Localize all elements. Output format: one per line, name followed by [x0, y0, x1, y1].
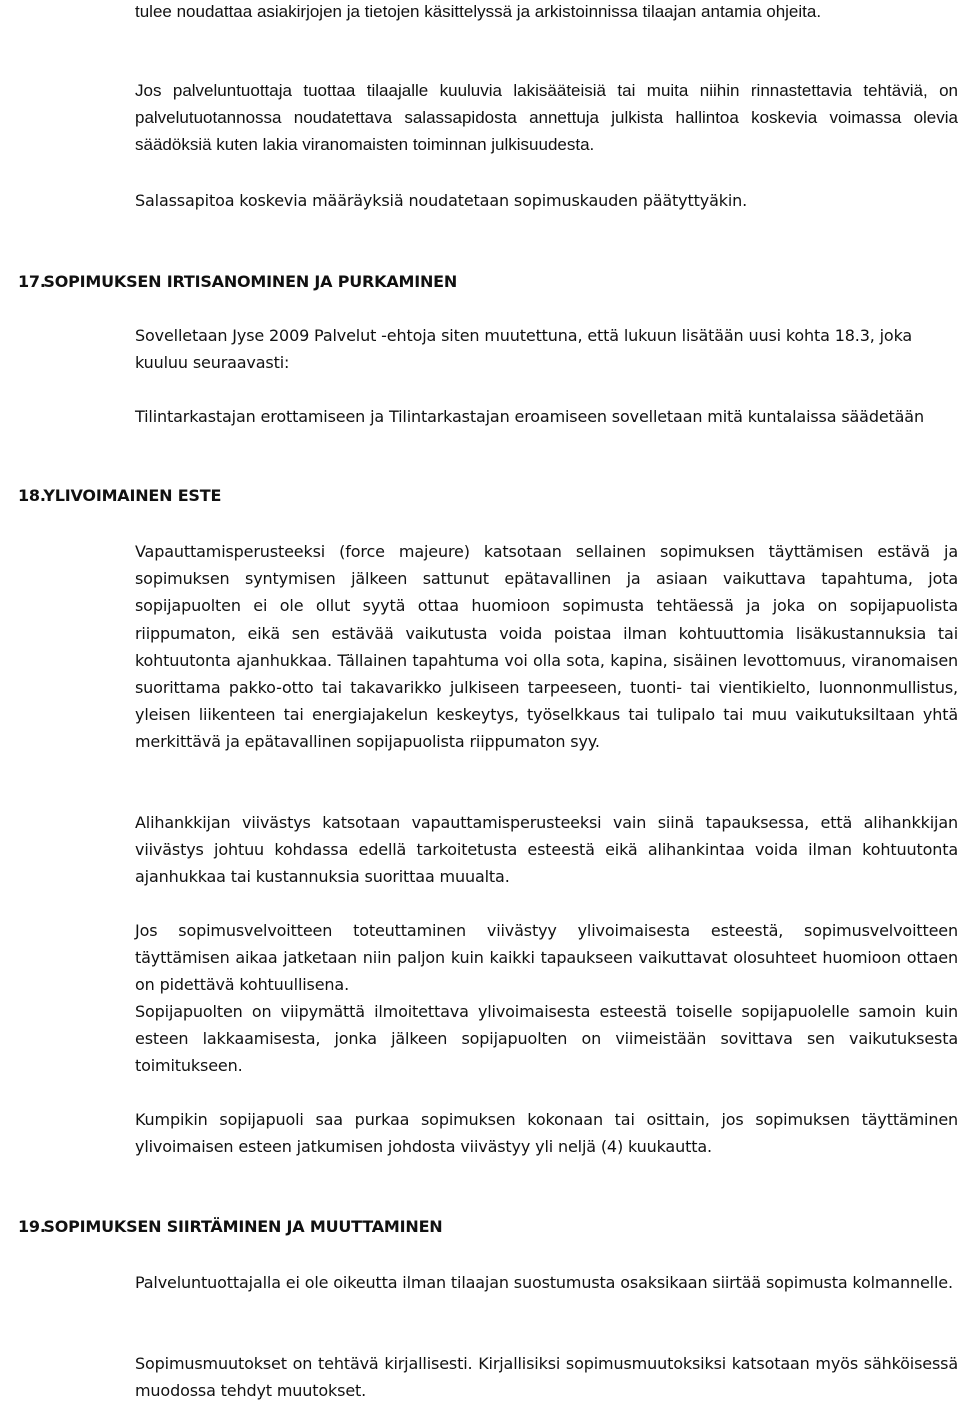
section-18-title: YLIVOIMAINEN ESTE: [43, 486, 222, 505]
section-19-title: SOPIMUKSEN SIIRTÄMINEN JA MUUTTAMINEN: [43, 1217, 443, 1236]
section-17-title: SOPIMUKSEN IRTISANOMINEN JA PURKAMINEN: [43, 272, 458, 291]
confidentiality-paragraph: Jos palveluntuottaja tuottaa tilaajalle kuuluvia lakisääteisiä tai muita niihin rinnastettavia tehtäviä, on palvelutuotannossa noudatettava salassapidosta annettuja julkista hallintoa koskevia voimassa olevia säädöksiä kuten lakia viranomaisten toiminnan julkisuudesta.: [135, 81, 958, 155]
confidentiality-after-paragraph: Salassapitoa koskevia määräyksiä noudatetaan sopimuskauden päätyttyäkin.: [135, 191, 748, 210]
section-19-heading: [18, 1216, 442, 1238]
intro-tail-paragraph: tulee noudattaa asiakirjojen ja tietojen käsittelyssä ja arkistoinnissa tilaajan antamia ohjeita.: [135, 2, 822, 21]
section-18-paragraph-2: Alihankkijan viivästys katsotaan vapauttamisperusteeksi vain siinä tapauksessa, että alihankkijan viivästys johtuu kohdassa edellä tarkoitetusta esteestä eikä alihankintaa voida ilman kohtuutonta ajanhukkaa tai kustannuksia suorittaa muualta.: [135, 813, 958, 887]
section-17-heading: [18, 271, 457, 293]
section-18-paragraph-1: Vapauttamisperusteeksi (force majeure) katsotaan sellainen sopimuksen täyttämisen estävä ja sopimuksen syntymisen jälkeen sattunut epätavallinen ja asiaan vaikuttava tapahtuma, jota sopijapuolten ei ole ollut syytä ottaa huomioon sopimusta tehtäessä ja joka on sopijapuolista riippumaton, eikä sen estävää vaikutusta voida poistaa ilman kohtuuttomia lisäkustannuksia tai kohtuutonta ajanhukkaa. Tällainen tapahtuma voi olla sota, kapina, sisäinen levottomuus, viranomaisen suorittama pakko-otto tai takavarikko julkiseen tarpeeseen, tuonti- tai vientikielto, luonnonmullistus, yleisen liikenteen tai energiajakelun keskeytys, työselkkaus tai tulipalo tai muu vaikutuksiltaan yhtä merkittävä ja epätavallinen sopijapuolista riippumaton syy.: [135, 542, 958, 752]
section-18-paragraph-3: Jos sopimusvelvoitteen toteuttaminen viivästyy ylivoimaisesta esteestä, sopimusvelvoitteen täyttämisen aikaa jatketaan niin paljon kuin kaikki tapaukseen vaikuttavat olosuhteet huomioon ottaen on pidettävä kohtuullisena.: [135, 921, 958, 995]
section-18-paragraph-4: Sopijapuolten on viipymättä ilmoitettava ylivoimaisesta esteestä toiselle sopijapuolelle samoin kuin esteen lakkaamisesta, jonka jälkeen sopijapuolten on viimeistään sovittava sen vaikutuksesta toimitukseen.: [135, 1002, 958, 1076]
section-18-heading: [18, 485, 221, 507]
section-18-number: 18.: [18, 486, 46, 505]
section-18-paragraph-5: Kumpikin sopijapuoli saa purkaa sopimuksen kokonaan tai osittain, jos sopimuksen täyttäminen ylivoimaisen esteen jatkumisen johdosta viivästyy yli neljä (4) kuukautta.: [135, 1110, 958, 1157]
section-19-paragraph-1: Palveluntuottajalla ei ole oikeutta ilman tilaajan suostumusta osaksikaan siirtää sopimusta kolmannelle.: [135, 1273, 953, 1292]
section-17-number: 17.: [18, 272, 46, 291]
section-19-paragraph-2: Sopimusmuutokset on tehtävä kirjallisesti. Kirjallisiksi sopimusmuutoksiksi katsotaan myös sähköisessä muodossa tehdyt muutokset.: [135, 1354, 958, 1401]
section-17-paragraph-2: Tilintarkastajan erottamiseen ja Tilintarkastajan eroamiseen sovelletaan mitä kuntalaissa säädetään: [135, 407, 924, 426]
section-17-paragraph-1: Sovelletaan Jyse 2009 Palvelut -ehtoja siten muutettuna, että lukuun lisätään uusi kohta 18.3, joka kuuluu seuraavasti:: [135, 326, 913, 373]
section-19-number: 19.: [18, 1217, 46, 1236]
